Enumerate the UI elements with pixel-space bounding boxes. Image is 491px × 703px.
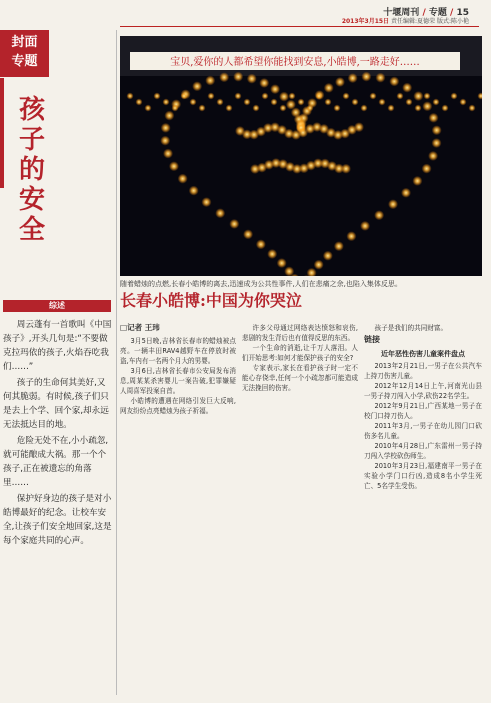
candle-light <box>215 208 225 218</box>
candle-light <box>324 83 334 93</box>
candle-light <box>244 99 251 106</box>
candle-light <box>422 164 432 174</box>
candle-light <box>335 77 345 87</box>
candle-light <box>270 84 280 94</box>
editor-name: 夏德荣 <box>417 18 436 25</box>
candle-light <box>460 99 467 106</box>
candle-light <box>432 125 442 135</box>
candle-light <box>374 210 384 220</box>
candle-light <box>424 93 431 100</box>
comment-paragraph: 孩子的生命何其美好,又何其脆弱。有时候,孩子们只是去上个学、回个家,却永远无法抵达目的地。 <box>3 378 109 430</box>
publication-title: 十堰周刊 / 专题 / 15 <box>383 8 469 18</box>
candle-light <box>469 105 476 112</box>
candle-light <box>422 101 432 111</box>
candle-light <box>361 105 368 112</box>
case-item: 2010年4月28日,广东雷州一男子持刀闯入学校砍伤师生。 <box>364 442 482 460</box>
candle-light <box>442 105 449 112</box>
comment-body <box>3 318 113 550</box>
candle-light <box>375 73 385 83</box>
section-name: 专题 <box>428 8 447 18</box>
box-title: 近年恶性伤害儿童案件盘点 <box>381 350 465 358</box>
candle-light <box>127 93 134 100</box>
paragraph: 3月6日,吉林省长春市公安局发布消息,周某某杀害婴儿一案告破,犯罪嫌疑人周喜军投案自首。 <box>120 367 236 395</box>
candle-light <box>389 76 399 86</box>
feature-title: 孩子的安全 <box>18 95 45 245</box>
candle-light <box>289 93 296 100</box>
header-rule <box>120 26 479 27</box>
candle-light <box>164 111 174 121</box>
candle-light <box>307 105 314 112</box>
case-item: 2012年9月21日,广西某地一男子在校门口持刀伤人。 <box>364 402 482 420</box>
layout-name: 陈小艳 <box>450 18 469 25</box>
comment-paragraph: 周云蓬有一首歌叫《中国孩子》,开头几句是:“不要做克拉玛依的孩子,火焰吞吃我们……” <box>3 320 112 372</box>
candle-light <box>343 93 350 100</box>
section-tag <box>0 30 49 77</box>
candle-light <box>361 72 371 82</box>
candle-light <box>346 231 356 241</box>
candle-light <box>280 105 287 112</box>
candle-light <box>217 99 224 106</box>
candle-light <box>433 99 440 106</box>
candle-light <box>348 73 358 83</box>
candle-light <box>161 123 171 133</box>
case-item: 2011年3月,一男子在幼儿园门口砍伤多名儿童。 <box>364 422 482 440</box>
candle-light <box>205 76 215 86</box>
article-column-3 <box>364 323 482 491</box>
paragraph: 孩子是我们的共同财富。 <box>374 324 448 332</box>
candle-photo <box>120 36 482 276</box>
paragraph: 专家表示,家长在看护孩子时一定不能心存侥幸,任何一个小疏忽都可能造成无法挽回的伤害。 <box>242 364 358 392</box>
candle-vigil-image <box>120 36 482 276</box>
case-item: 2013年2月21日,一男子在公共汽车上持刀伤害儿童。 <box>364 362 482 380</box>
candle-light <box>379 99 386 106</box>
candle-light <box>181 93 188 100</box>
candle-light <box>256 239 266 249</box>
paragraph: 3月5日晚,吉林省长春市的蜡烛被点亮。一辆丰田RAV4越野车在停放时被盗,车内有一名两个月大的男婴。 <box>120 337 236 365</box>
candle-light <box>192 81 202 91</box>
candle-light <box>172 105 179 112</box>
candle-light <box>323 251 333 261</box>
candle-light <box>279 92 289 102</box>
comment-label: 综述 <box>3 300 111 312</box>
candle-light <box>354 122 364 132</box>
candle-light <box>235 93 242 100</box>
candle-light <box>226 105 233 112</box>
candle-light <box>397 93 404 100</box>
candle-light <box>136 99 143 106</box>
tag-line-1: 封面 <box>11 35 38 50</box>
candle-light <box>388 105 395 112</box>
candle-light <box>243 229 253 239</box>
byline: □记者 王玮 <box>120 323 160 332</box>
candle-light <box>219 72 229 82</box>
comment-paragraph: 危险无处不在,小小疏忽,就可能酿成大祸。那一个个孩子,正在被遗忘的角落里…… <box>3 436 109 488</box>
candle-light <box>413 91 423 101</box>
candle-light <box>229 219 239 229</box>
candle-light <box>432 138 442 148</box>
candle-light <box>253 105 260 112</box>
article-column-2 <box>242 323 358 393</box>
page-meta <box>342 16 469 25</box>
candle-light <box>189 186 199 196</box>
candle-light <box>428 151 438 161</box>
comment-paragraph: 保护好身边的孩子是对小皓博最好的纪念。让校车安全,让孩子们安全地回家,这是每个家庭共同的心声。 <box>3 494 112 546</box>
candle-light <box>160 136 170 146</box>
candle-light <box>271 99 278 106</box>
tag-line-2: 专题 <box>11 54 38 69</box>
candle-light <box>201 197 211 207</box>
candle-light <box>154 93 161 100</box>
candle-light <box>341 164 351 174</box>
candle-light <box>208 93 215 100</box>
paragraph: 一个生命的消逝,让千万人落泪。人们开始思考:如何才能保护孩子的安全? <box>242 344 358 362</box>
link-label: 链接 <box>364 335 380 344</box>
paragraph: 许多父母通过网络表达愤怒和哀伤,悲剧的发生背后也有值得反思的东西。 <box>242 324 358 342</box>
candle-light <box>429 113 439 123</box>
candle-light <box>247 74 257 84</box>
photo-caption: 随着蜡烛的点燃,长春小皓博的离去,迅速成为公共性事件,人们在悲痛之余,也陷入集体反思。 <box>120 280 402 288</box>
candle-light <box>451 93 458 100</box>
candle-light <box>370 93 377 100</box>
accent-bar <box>0 78 4 188</box>
headline: 长春小皓博:中国为你哭泣 <box>120 291 302 310</box>
candle-light <box>199 105 206 112</box>
candle-light <box>298 99 305 106</box>
candle-light <box>360 221 370 231</box>
issue-date: 2013年3月15日 <box>341 18 390 25</box>
layout-label: 版式: <box>436 18 451 25</box>
candle-light <box>259 78 269 88</box>
candle-light <box>163 149 173 159</box>
candle-light <box>402 83 412 93</box>
candle-light <box>284 266 294 276</box>
candle-light <box>190 99 197 106</box>
candle-light <box>314 260 324 270</box>
case-item: 2012年12月14日上午,河南光山县一男子持刀闯入小学,砍伤22名学生。 <box>364 382 482 400</box>
candle-light <box>178 174 188 184</box>
candle-light <box>233 72 243 82</box>
candle-light <box>334 241 344 251</box>
banner-text: 宝贝,爱你的人都希望你能找到安息,小皓博,一路走好…… <box>170 57 420 68</box>
page-header <box>0 0 491 28</box>
candle-light <box>277 258 287 268</box>
candle-light <box>412 176 422 186</box>
case-item: 2010年3月23日,福建南平一男子在实验小学门口行凶,造成8名小学生死亡、5名学生受伤。 <box>364 462 482 490</box>
candle-light <box>401 188 411 198</box>
candle-light <box>388 199 398 209</box>
article-column-1 <box>120 323 236 416</box>
candle-light <box>334 105 341 112</box>
column-divider <box>116 30 117 695</box>
candle-light <box>145 105 152 112</box>
candle-light <box>169 161 179 171</box>
candle-light <box>267 249 277 259</box>
pub-name: 十堰周刊 <box>383 8 420 18</box>
paragraph: 小皓博的遭遇在网络引发巨大反响,网友纷纷点亮蜡烛为孩子祈福。 <box>120 397 236 415</box>
page-number: 15 <box>456 8 469 18</box>
candle-light <box>163 99 170 106</box>
editor-label: 责任编辑: <box>390 18 418 25</box>
candle-light <box>352 99 359 106</box>
candle-light <box>262 93 269 100</box>
candle-light <box>316 93 323 100</box>
candle-light <box>325 99 332 106</box>
candle-light <box>415 105 422 112</box>
candle-light <box>406 99 413 106</box>
